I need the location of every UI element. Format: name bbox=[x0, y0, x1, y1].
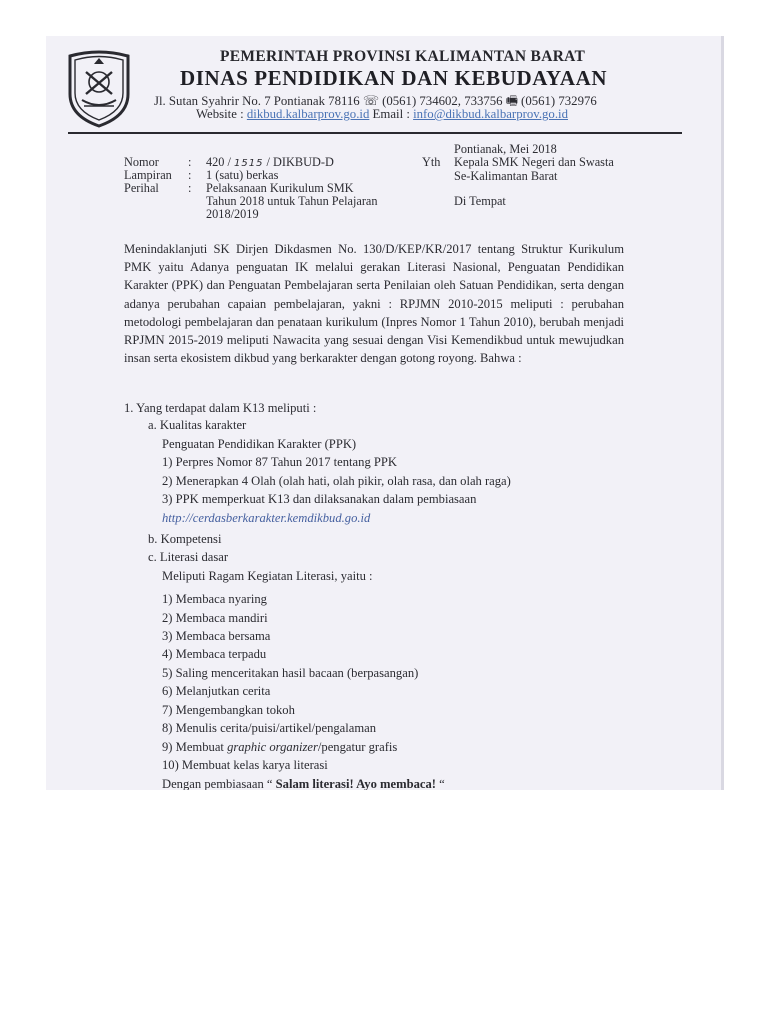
letter-meta bbox=[124, 156, 424, 236]
letterhead-divider bbox=[68, 132, 682, 134]
agency-name: DINAS PENDIDIKAN DAN KEBUDAYAAN bbox=[180, 66, 608, 90]
list-item-a1: 1) Perpres Nomor 87 Tahun 2017 tentang PPK bbox=[162, 455, 397, 469]
nomor-value: 420 / 1515 / DIKBUD-D bbox=[206, 155, 334, 169]
literacy-item: 1) Membaca nyaring bbox=[162, 592, 267, 606]
list-item-a-subtitle: Penguatan Pendidikan Karakter (PPK) bbox=[162, 437, 357, 451]
scan-edge bbox=[721, 36, 724, 790]
perihal-line-1: Pelaksanaan Kurikulum SMK bbox=[206, 181, 354, 195]
literacy-item: 7) Mengembangkan tokoh bbox=[162, 703, 295, 717]
list-item-c-subtitle: Meliputi Ragam Kegiatan Literasi, yaitu : bbox=[162, 569, 373, 583]
agency-address: Jl. Sutan Syahrir No. 7 Pontianak 78116 ☏ (0561) 734602, 733756 🖷 (0561) 732976 bbox=[154, 94, 597, 108]
content-list bbox=[124, 399, 684, 790]
list-item-a3: 3) PPK memperkuat K13 dan dilaksanakan dalam pembiasaan bbox=[162, 492, 477, 506]
slogan-text: Salam literasi! Ayo membaca! bbox=[275, 777, 436, 790]
literacy-item: 6) Melanjutkan cerita bbox=[162, 684, 271, 698]
ppk-url-link[interactable]: http://cerdasberkarakter.kemdikbud.go.id bbox=[162, 511, 371, 525]
graphic-organizer-term: graphic organizer bbox=[227, 740, 318, 754]
literacy-item: 4) Membaca terpadu bbox=[162, 647, 267, 661]
email-link[interactable]: info@dikbud.kalbarprov.go.id bbox=[413, 107, 568, 121]
nomor-colon: : bbox=[188, 155, 192, 169]
perihal-colon: : bbox=[188, 181, 192, 195]
perihal-label: Perihal bbox=[124, 181, 159, 195]
list-item-b: b. Kompetensi bbox=[148, 532, 222, 546]
nomor-label: Nomor bbox=[124, 155, 159, 169]
literacy-item: 5) Saling menceritakan hasil bacaan (berpasangan) bbox=[162, 666, 419, 680]
government-name: PEMERINTAH PROVINSI KALIMANTAN BARAT bbox=[220, 48, 586, 65]
lampiran-value: 1 (satu) berkas bbox=[206, 168, 279, 182]
literacy-item: 8) Menulis cerita/puisi/artikel/pengalaman bbox=[162, 721, 377, 735]
perihal-line-2: Tahun 2018 untuk Tahun Pelajaran bbox=[206, 194, 378, 208]
body-paragraph: Menindaklanjuti SK Dirjen Dikdasmen No. 130/D/KEP/KR/2017 tentang Struktur Kurikulum PMK yaitu Adanya penguatan IK melalui gerakan Literasi Nasional, Penguatan Pendidikan Karakter (PPK) dan Penguatan Pembelajaran serta Penilaian oleh Satuan Pendidikan, serta dengan adanya perubahan capaian pembelajaran, yakni : RPJMN 2010-2015 meliputi : perubahan metodologi pembelajaran dan penataan kurikulum (Inpres Nomor 1 Tahun 2010), berubah menjadi RPJMN 2015-2019 meliputi Nawacita yang sesuai dengan Visi Kemendikbud untuk mewujudkan insan serta ekosistem dikbud yang berkarakter dengan gotong royong. Bahwa : bbox=[124, 242, 624, 366]
contact-line bbox=[196, 107, 568, 122]
list-item-1: 1. Yang terdapat dalam K13 meliputi : bbox=[124, 401, 317, 415]
recipient-line-2: Se-Kalimantan Barat bbox=[454, 169, 558, 183]
handwritten-number: 1515 bbox=[234, 158, 264, 169]
list-item-a: a. Kualitas karakter bbox=[148, 418, 247, 432]
literacy-item: 3) Membaca bersama bbox=[162, 629, 271, 643]
closing-slogan: Dengan pembiasaan “ Salam literasi! Ayo membaca! “ bbox=[162, 777, 445, 790]
perihal-line-3: 2018/2019 bbox=[206, 207, 259, 221]
yth-label: Yth bbox=[422, 155, 441, 169]
literacy-item-10: 10) Membuat kelas karya literasi bbox=[162, 758, 328, 772]
literacy-item-9: 9) Membuat graphic organizer/pengatur grafis bbox=[162, 740, 398, 754]
lampiran-colon: : bbox=[188, 168, 192, 182]
recipient-line-1: Kepala SMK Negeri dan Swasta bbox=[454, 155, 614, 169]
provincial-emblem-icon bbox=[64, 46, 134, 128]
list-item-c: c. Literasi dasar bbox=[148, 550, 229, 564]
letterhead bbox=[46, 36, 724, 136]
website-link[interactable]: dikbud.kalbarprov.go.id bbox=[246, 107, 370, 121]
email-label: Email : bbox=[369, 107, 414, 121]
website-label: Website : bbox=[196, 107, 247, 121]
scanned-letter bbox=[46, 36, 724, 790]
place-date: Pontianak, Mei 2018 bbox=[454, 142, 557, 156]
recipient-location: Di Tempat bbox=[454, 194, 506, 208]
lampiran-label: Lampiran bbox=[124, 168, 172, 182]
literacy-item: 2) Membaca mandiri bbox=[162, 611, 268, 625]
list-item-a2: 2) Menerapkan 4 Olah (olah hati, olah pikir, olah rasa, dan olah raga) bbox=[162, 474, 511, 488]
